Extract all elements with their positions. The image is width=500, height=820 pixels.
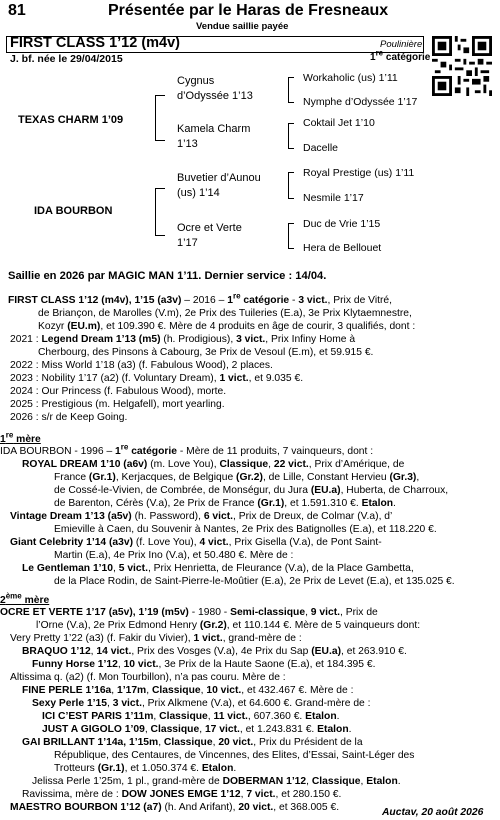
bracket-line [288, 172, 294, 173]
record-line: JUST A GIGOLO 1’09, Classique, 17 vict., et 1.243.831 €. Etalon. [42, 724, 352, 735]
record-line: Vintage Dream 1’13 (a5v) (h. Password), 6 vict., Prix de Dreux, de Colmar (V.a), d’ [10, 511, 393, 522]
bracket-line [288, 172, 289, 199]
record-line: de Briançon, de Marolles (V.m), 2e Prix des Tuileries (E.a), 3e Prix Klytaemnestre, [38, 308, 412, 319]
record-line: Cherbourg, des Pinsons à Cabourg, 3e Prix de Vesoul (E.m), et 59.915 €. [38, 347, 374, 358]
record-line: 2024 : Our Princess (f. Fabulous Wood), morte. [10, 386, 227, 397]
pedigree-g3-5: Royal Prestige (us) 1’11 [303, 167, 415, 179]
bracket-line [155, 95, 165, 96]
pedigree-g3-3: Coktail Jet 1’10 [303, 117, 375, 129]
record-line: GAI BRILLANT 1’14a, 1’15m, Classique, 20 vict., Prix du Président de la [22, 737, 363, 748]
pedigree-dam-sire: Buvetier d’Aunou (us) 1’14 [177, 172, 261, 199]
pedigree-g3-4: Dacelle [303, 142, 339, 154]
bracket-line [288, 123, 289, 149]
record-line: Martin (E.a), 4e Prix Ino (V.a), et 50.480 €. Mère de : [54, 550, 294, 561]
record-line: de Cossé-le-Vivien, de Combrée, de Monségur, du Jura (EU.a), Huberta, de Charroux, [54, 485, 449, 496]
record-line: MAESTRO BOURBON 1’12 (a7) (h. And Arifant), 20 vict., et 368.005 €. [10, 802, 340, 813]
bracket-line [155, 95, 156, 141]
record-line: 2022 : Miss World 1’18 (a3) (f. Fabulous Wood), 2 places. [10, 360, 273, 371]
page-title: Présentée par le Haras de Fresneaux [108, 2, 389, 19]
bracket-line [288, 223, 294, 224]
saillie-line: Saillie en 2026 par MAGIC MAN 1’11. Dernier service : 14/04. [8, 270, 327, 282]
sale-status: Vendue saillie payée [196, 21, 289, 32]
record-line: IDA BOURBON - 1996 – 1re catégorie - Mère de 11 produits, 7 vainqueurs, dont : [0, 442, 374, 457]
bracket-line [288, 148, 294, 149]
qr-code-icon [432, 36, 492, 96]
record-line: Very Pretty 1’22 (a3) (f. Fakir du Vivier), 1 vict., grand-mère de : [10, 633, 302, 644]
record-line: Sexy Perle 1’15, 3 vict., Prix Alkmene (V.a), et 64.600 €. Grand-mère de : [32, 698, 371, 709]
record-line: Kozyr (EU.m), et 109.390 €. Mère de 4 produits en âge de courir, 3 qualifiés, dont : [38, 321, 416, 332]
section-heading-first-dam: 1re mère [0, 430, 41, 445]
record-line: Altissima q. (a2) (f. Mon Tourbillon), n’a pas couru. Mère de : [10, 672, 286, 683]
lot-number: 81 [8, 2, 26, 19]
record-line: Emieville à Caen, du Souvenir à Nantes, 2e Prix des Batignolles (E.a), et 118.220 €. [54, 524, 437, 535]
record-line: République, des Centaures, de Vincennes, des Elites, d’Essai, Saint-Léger des [54, 750, 415, 761]
record-line: OCRE ET VERTE 1’17 (a5v), 1’19 (m5v) - 1980 - Semi-classique, 9 vict., Prix de [0, 607, 378, 618]
horse-origin: Poulinière [380, 39, 423, 50]
bracket-line [288, 198, 294, 199]
bracket-line [155, 235, 165, 236]
record-line: FINE PERLE 1’16a, 1’17m, Classique, 10 vict., et 432.467 €. Mère de : [22, 685, 354, 696]
bracket-line [288, 223, 289, 249]
pedigree-sire-dam: Kamela Charm 1’13 [177, 123, 251, 150]
section-heading-second-dam: 2ème mère [0, 591, 50, 606]
bracket-line [288, 123, 294, 124]
pedigree-dam-dam: Ocre et Verte 1’17 [177, 222, 242, 249]
record-line: France (Gr.1), Kerjacques, de Belgique (Gr.2), de Lille, Constant Hervieu (Gr.3), [54, 472, 420, 483]
pedigree-sire-sire: Cygnus d’Odyssée 1’13 [177, 75, 253, 102]
pedigree-g3-1: Workaholic (us) 1’11 [303, 72, 398, 84]
bracket-line [288, 248, 294, 249]
horse-category: 1re catégorie [370, 48, 431, 63]
record-line: BRAQUO 1’12, 14 vict., Prix des Vosges (V.a), 4e Prix du Sap (EU.a), et 263.910 €. [22, 646, 407, 657]
record-line: l’Orne (V.a), 2e Prix Edmond Henry (Gr.2), et 110.144 €. Mère de 5 vainqueurs dont: [36, 620, 421, 631]
horse-name: FIRST CLASS 1’12 (m4v) [10, 35, 181, 51]
record-line: ICI C’EST PARIS 1’11m, Classique, 11 vict., 607.360 €. Etalon. [42, 711, 340, 722]
bracket-line [288, 102, 294, 103]
record-line: de Barenton, Cérès (V.a), 2e Prix de France (Gr.1), et 1.591.310 €. Etalon. [54, 498, 396, 509]
record-line: Giant Celebrity 1’14 (a3v) (f. Love You), 4 vict., Prix Gisella (V.a), de Pont Saint- [10, 537, 382, 548]
record-line: 2021 : Legend Dream 1’13 (m5) (h. Prodigious), 3 vict., Prix Infiny Home à [10, 334, 356, 345]
bracket-line [155, 188, 156, 236]
pedigree-dam: IDA BOURBON [34, 205, 113, 217]
pedigree-g3-6: Nesmile 1’17 [303, 192, 364, 204]
record-line: 2026 : s/r de Keep Going. [10, 412, 128, 423]
footer-sale-info: Auctav, 20 août 2026 [382, 807, 484, 818]
pedigree-g3-7: Duc de Vrie 1’15 [303, 218, 381, 230]
record-line: 2025 : Prestigious (m. Helgafell), mort yearling. [10, 399, 225, 410]
record-line: Jelissa Perle 1’25m, 1 pl., grand-mère de DOBERMAN 1’12, Classique, Etalon. [32, 776, 401, 787]
bracket-line [288, 77, 289, 103]
record-line: Funny Horse 1’12, 10 vict., 3e Prix de la Haute Saone (E.a), et 184.395 €. [32, 659, 376, 670]
bracket-line [155, 188, 165, 189]
record-line: ROYAL DREAM 1’10 (a6v) (m. Love You), Classique, 22 vict., Prix d’Amérique, de [22, 459, 405, 470]
record-line: Le Gentleman 1’10, 5 vict., Prix Henrietta, de Fleurance (V.a), de la Place Gambetta, [22, 563, 414, 574]
bracket-line [155, 140, 165, 141]
record-line: FIRST CLASS 1’12 (m4v), 1’15 (a3v) – 2016 – 1re catégorie - 3 vict., Prix de Vitré, [8, 291, 393, 306]
bracket-line [288, 77, 294, 78]
horse-birth: J. bf. née le 29/04/2015 [10, 53, 123, 65]
record-line: Ravissima, mère de : DOW JONES EMGE 1’12, 7 vict., et 280.150 €. [22, 789, 342, 800]
pedigree-g3-2: Nymphe d’Odyssée 1’17 [303, 96, 418, 108]
record-line: Trotteurs (Gr.1), et 1.050.374 €. Etalon. [54, 763, 237, 774]
pedigree-sire: TEXAS CHARM 1’09 [18, 114, 124, 126]
record-line: 2023 : Nobility 1’17 (a2) (f. Voluntary Dream), 1 vict., et 9.035 €. [10, 373, 304, 384]
record-line: de la Place Rodin, de Saint-Pierre-le-Moûtier (E.a), 2e Prix de Levet (E.a), et 135.025 €. [54, 576, 455, 587]
pedigree-g3-8: Hera de Bellouet [303, 242, 382, 254]
